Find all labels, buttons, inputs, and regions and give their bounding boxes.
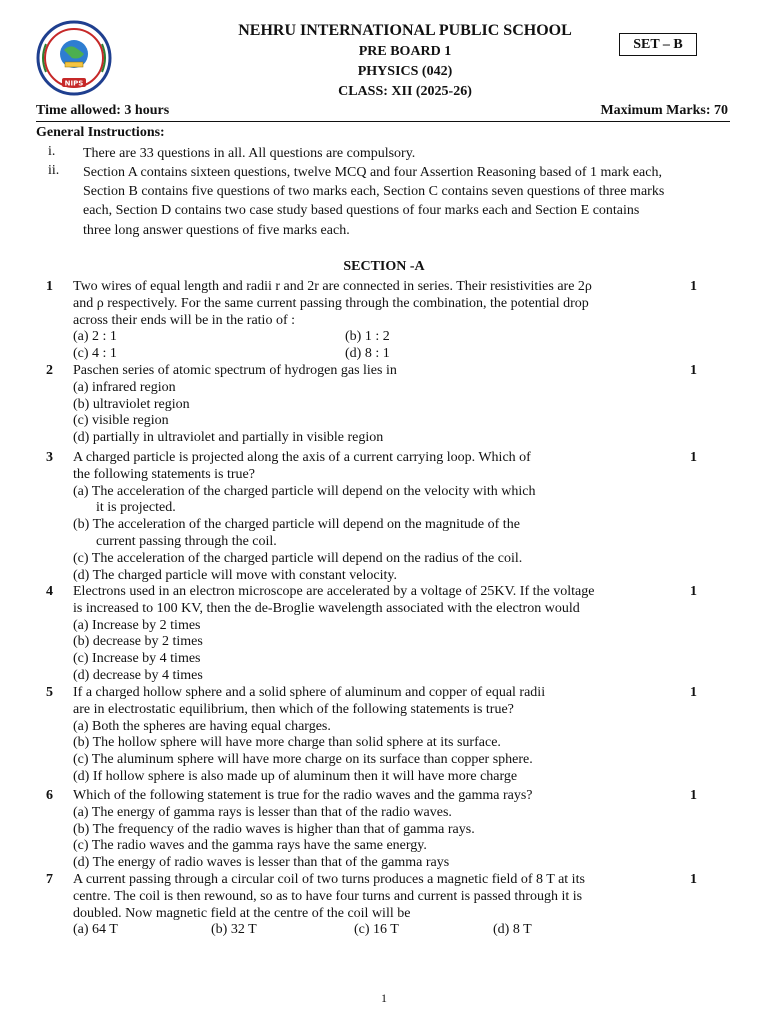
instruction-number: i. bbox=[48, 144, 56, 159]
option: (d) decrease by 4 times bbox=[73, 667, 203, 683]
question-marks: 1 bbox=[690, 872, 697, 887]
question-body bbox=[73, 450, 633, 584]
option-row bbox=[73, 346, 633, 363]
question-marks: 1 bbox=[690, 363, 697, 378]
question-line: is increased to 100 KV, then the de-Broglie wavelength associated with the electron would bbox=[73, 600, 580, 616]
option: (d) 8 T bbox=[493, 922, 532, 938]
class-name: CLASS: XII (2025-26) bbox=[338, 84, 472, 99]
option: (b) 32 T bbox=[211, 922, 257, 938]
question-marks: 1 bbox=[690, 279, 697, 294]
question-number: 2 bbox=[46, 363, 53, 378]
option: (c) The acceleration of the charged particle will depend on the radius of the coil. bbox=[73, 550, 523, 566]
page-number: 1 bbox=[381, 991, 387, 1005]
question-line: A current passing through a circular coil of two turns produces a magnetic field of 8 T at its bbox=[73, 872, 585, 887]
option: (b) 1 : 2 bbox=[345, 329, 390, 345]
instruction-item bbox=[83, 163, 733, 240]
question-body bbox=[73, 685, 633, 786]
option: (a) Both the spheres are having equal charges. bbox=[73, 718, 331, 734]
question-body bbox=[73, 872, 633, 939]
option-row bbox=[73, 329, 633, 346]
question-number: 7 bbox=[46, 872, 53, 887]
option: (c) visible region bbox=[73, 413, 169, 429]
question-body bbox=[73, 279, 633, 363]
option: (b) The frequency of the radio waves is higher than that of gamma rays. bbox=[73, 821, 475, 837]
school-name: NEHRU INTERNATIONAL PUBLIC SCHOOL bbox=[238, 22, 572, 39]
question-line: A charged particle is projected along the axis of a current carrying loop. Which of bbox=[73, 450, 531, 465]
question-number: 4 bbox=[46, 584, 53, 599]
option: (d) The energy of radio waves is lesser than that of the gamma rays bbox=[73, 855, 450, 871]
option: (b) decrease by 2 times bbox=[73, 634, 203, 650]
time-allowed: Time allowed: 3 hours bbox=[36, 103, 170, 118]
option-continuation: current passing through the coil. bbox=[96, 533, 277, 549]
question-marks: 1 bbox=[690, 788, 697, 803]
question-line: the following statements is true? bbox=[73, 466, 255, 482]
question-number: 1 bbox=[46, 279, 53, 294]
option: (a) infrared region bbox=[73, 379, 176, 395]
subject-name: PHYSICS (042) bbox=[357, 64, 453, 79]
option: (c) The aluminum sphere will have more charge on its surface than copper sphere. bbox=[73, 752, 533, 768]
question-line: Two wires of equal length and radii r and 2r are connected in series. Their resistivities are 2ρ bbox=[73, 279, 592, 294]
question-number: 6 bbox=[46, 788, 53, 803]
option: (d) partially in ultraviolet and partially in visible region bbox=[73, 430, 384, 446]
question-number: 5 bbox=[46, 685, 53, 700]
option: (a) 64 T bbox=[73, 922, 118, 938]
section-title: SECTION -A bbox=[343, 259, 425, 274]
question-marks: 1 bbox=[690, 450, 697, 465]
instruction-line: Section A contains sixteen questions, twelve MCQ and four Assertion Reasoning based of 1 mark each, bbox=[83, 165, 662, 180]
question-line: Electrons used in an electron microscope are accelerated by a voltage of 25KV. If the voltage bbox=[73, 584, 595, 599]
option: (b) The hollow sphere will have more charge than solid sphere at its surface. bbox=[73, 735, 501, 751]
instructions-heading: General Instructions: bbox=[36, 125, 165, 140]
option: (a) 2 : 1 bbox=[73, 329, 117, 345]
option: (c) 4 : 1 bbox=[73, 346, 117, 362]
question-line: If a charged hollow sphere and a solid sphere of aluminum and copper of equal radii bbox=[73, 685, 546, 700]
question-body bbox=[73, 363, 633, 447]
instruction-number: ii. bbox=[48, 163, 60, 178]
school-logo bbox=[36, 20, 112, 96]
logo-text: NIPS bbox=[64, 79, 84, 88]
exam-name: PRE BOARD 1 bbox=[358, 44, 452, 59]
instruction-line: each, Section D contains two case study based questions of four marks each and Section E contains bbox=[83, 203, 640, 219]
instruction-line: There are 33 questions in all. All questions are compulsory. bbox=[83, 146, 416, 161]
option: (b) The acceleration of the charged particle will depend on the magnitude of the bbox=[73, 517, 520, 533]
option: (a) The energy of gamma rays is lesser than that of the radio waves. bbox=[73, 804, 452, 820]
option: (c) 16 T bbox=[354, 922, 399, 938]
question-line: centre. The coil is then rewound, so as to have four turns and current is passed through it is bbox=[73, 888, 583, 904]
option: (d) If hollow sphere is also made up of aluminum then it will have more charge bbox=[73, 768, 518, 784]
instruction-line: Section B contains five questions of two marks each, Section C contains seven questions of three marks bbox=[83, 184, 665, 200]
option: (c) Increase by 4 times bbox=[73, 651, 201, 667]
set-badge: SET – B bbox=[619, 33, 697, 56]
question-line: Which of the following statement is true for the radio waves and the gamma rays? bbox=[73, 788, 533, 803]
option: (b) ultraviolet region bbox=[73, 396, 190, 412]
instruction-item bbox=[83, 144, 733, 163]
question-marks: 1 bbox=[690, 584, 697, 599]
question-line: Paschen series of atomic spectrum of hydrogen gas lies in bbox=[73, 363, 397, 378]
question-number: 3 bbox=[46, 450, 53, 465]
question-line: and ρ respectively. For the same current passing through the combination, the potential drop bbox=[73, 295, 589, 311]
instruction-line: three long answer questions of five marks each. bbox=[83, 222, 350, 238]
question-line: are in electrostatic equilibrium, then which of the following statements is true? bbox=[73, 701, 514, 717]
question-line: across their ends will be in the ratio of : bbox=[73, 312, 295, 328]
question-body bbox=[73, 788, 633, 872]
question-marks: 1 bbox=[690, 685, 697, 700]
option: (a) Increase by 2 times bbox=[73, 617, 201, 633]
option: (d) The charged particle will move with constant velocity. bbox=[73, 567, 397, 583]
option: (a) The acceleration of the charged particle will depend on the velocity with which bbox=[73, 483, 536, 499]
question-body bbox=[73, 584, 633, 685]
question-line: doubled. Now magnetic field at the centre of the coil will be bbox=[73, 905, 411, 921]
maximum-marks: Maximum Marks: 70 bbox=[600, 103, 728, 118]
option-continuation: it is projected. bbox=[96, 500, 176, 516]
header-divider bbox=[36, 121, 730, 122]
option: (d) 8 : 1 bbox=[345, 346, 390, 362]
option-row bbox=[73, 922, 633, 939]
option: (c) The radio waves and the gamma rays have the same energy. bbox=[73, 838, 427, 854]
